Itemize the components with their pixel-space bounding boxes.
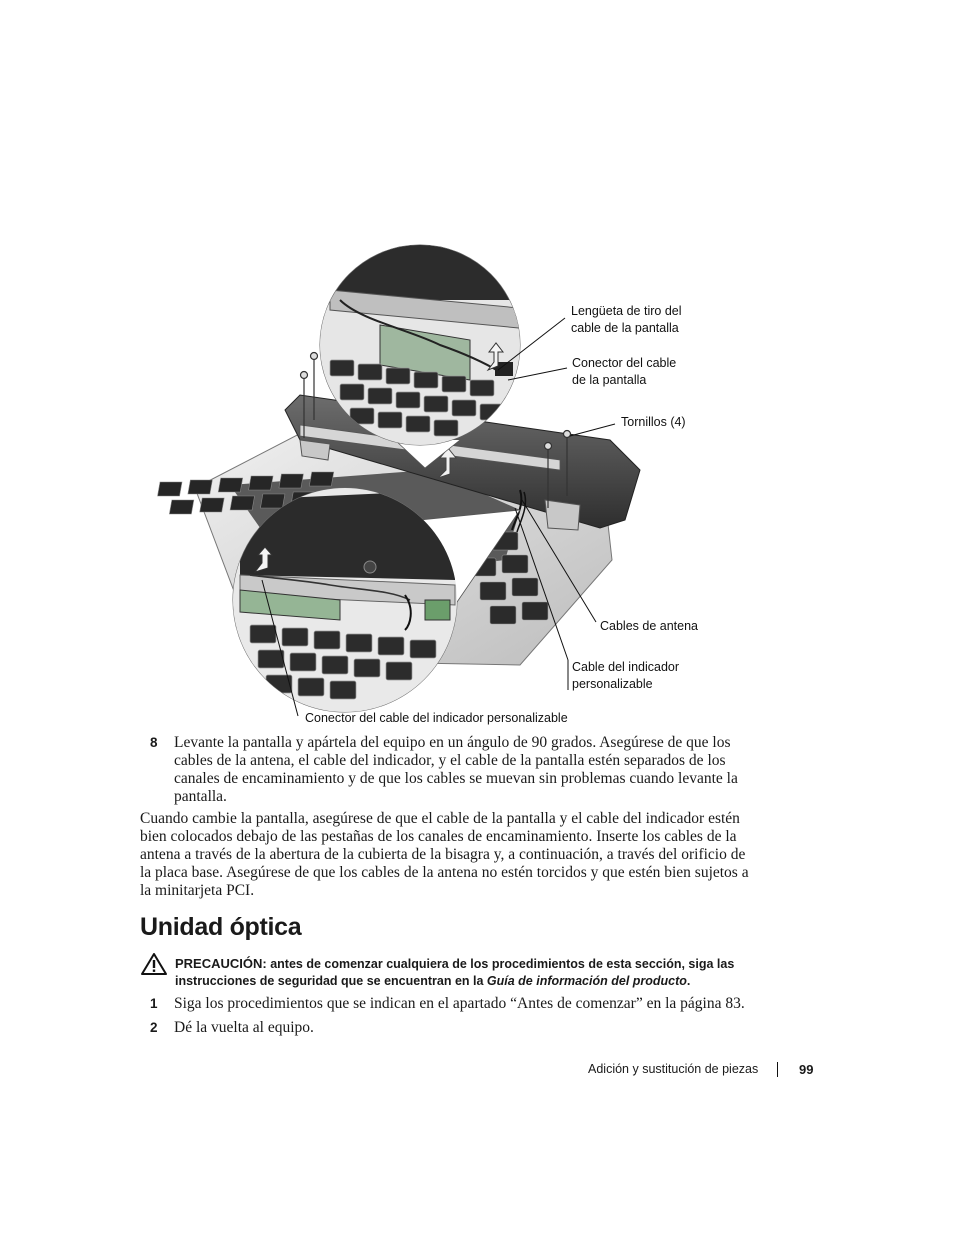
step-text: Siga los procedimientos que se indican en el apartado “Antes de comenzar” en la página 83. xyxy=(174,995,745,1012)
step-number: 2 xyxy=(150,1020,158,1035)
page-footer xyxy=(588,1062,814,1077)
callout-pull-tab xyxy=(571,303,682,337)
step-text: Dé la vuelta al equipo. xyxy=(174,1019,314,1036)
caution-body: antes de comenzar cualquiera de los procedimientos de esta sección, siga las instrucciones de seguridad que se encuentran en la xyxy=(175,957,735,988)
callout-display-connector-line1: Conector del cable xyxy=(572,356,677,370)
caution-text xyxy=(175,955,765,990)
callout-screws xyxy=(621,414,686,431)
section-title: Unidad óptica xyxy=(140,913,302,941)
caution-guide-title: Guía de información del producto xyxy=(486,974,687,988)
step-number: 8 xyxy=(150,735,158,750)
footer-section-title: Adición y sustitución de piezas xyxy=(588,1062,759,1076)
callout-display-connector-line2: de la pantalla xyxy=(572,373,647,387)
callout-indicator-cable xyxy=(572,659,679,693)
callout-display-connector xyxy=(572,355,676,389)
body-paragraph: Cuando cambie la pantalla, asegúrese de que el cable de la pantalla y el cable del indicador estén bien colocados debajo de las pestañas de los canales de encaminamiento. Inserte los cables de la antena a través de la abertura de la cubierta de la bisagra y, a continuación, a través del orificio de la placa base. Asegúrese de que los cables de la antena no estén torcidos y que estén bien sujetos a la minitarjeta PCI. xyxy=(140,810,749,899)
step-8 xyxy=(140,734,760,806)
step-1 xyxy=(140,995,760,1013)
warning-triangle-icon xyxy=(140,952,168,976)
page-number: 99 xyxy=(799,1062,814,1077)
callout-indicator-cable-line1: Cable del indicador xyxy=(572,660,680,674)
callout-indicator-connector-text: Conector del cable del indicador personalizable xyxy=(305,711,568,725)
footer-divider xyxy=(777,1062,778,1077)
callout-indicator-cable-line2: personalizable xyxy=(572,677,653,691)
callout-indicator-connector xyxy=(305,710,568,727)
callout-antenna-cables-text: Cables de antena xyxy=(600,619,698,633)
callout-pull-tab-line2: cable de la pantalla xyxy=(571,321,679,335)
callout-pull-tab-line1: Lengüeta de tiro del xyxy=(571,304,682,318)
caution-label: PRECAUCIÓN: xyxy=(175,956,267,971)
step-text: Levante la pantalla y apártela del equipo en un ángulo de 90 grados. Asegúrese de que los cables de la antena, el cable del indicador, y el cable de la pantalla estén separados de los canales de encaminamiento y de que los cables se muevan sin problemas cuando levante la pantalla. xyxy=(174,734,738,805)
callout-screws-text: Tornillos (4) xyxy=(621,415,686,429)
step-number: 1 xyxy=(150,996,158,1011)
caution-end: . xyxy=(686,974,691,988)
callout-antenna-cables xyxy=(600,618,698,635)
step-2 xyxy=(140,1019,760,1037)
